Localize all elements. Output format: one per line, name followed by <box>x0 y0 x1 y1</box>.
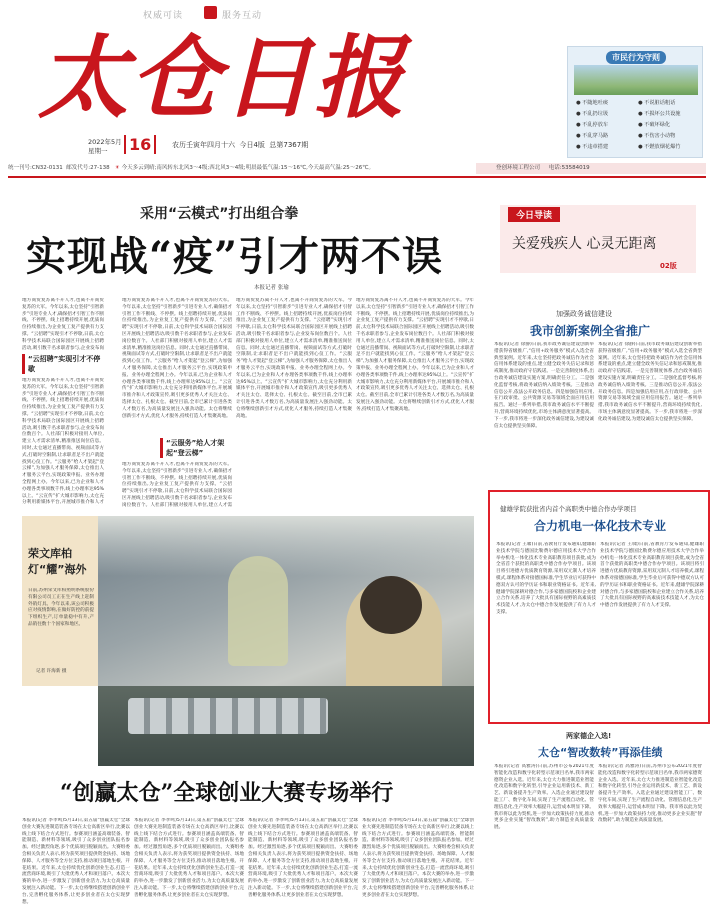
promo-item: ● 不随地吐痰 <box>576 100 609 106</box>
weather-text: 今天多云到晴;南风转东北风3～4级;西北风3～4级;明晨最低气温:15～16℃,今天最高气温:25～26℃。 <box>121 165 374 171</box>
photo-parts <box>128 698 328 734</box>
lead-kicker: 采用“云模式”打出组合拳 <box>140 206 299 222</box>
banner-logo-icon <box>204 6 217 19</box>
right2-body-col1: 本报讯(记者 王啸)日前,省教育厅发布通知,健雄职业技术学院与德国比勒费尔德应用技术大学合作举办机电一体化技术专业高职教育项目获批,成为全省首个获批的高职类中德合作办学项目。该项目将引进德方优质教育资源,采用双元制人才培养模式,课程体系对接德国标准,学生毕业后可获得中德双方认可的学历证书和职业资格证书。近年来,健雄学院深耕对德合作,与多家德国院校和企业建立合作关系,培养了大批具有国际视野的高素质技术技能人才,为太仓中德合作发展提供了有力人才支撑。 <box>496 542 596 615</box>
promo-item: ● 不说脏话粗话 <box>638 100 676 106</box>
lead-body-col2: 地方商贸复苏离不开人才,也离不开商贸复苏的大军。今年以来,太仓坚持“引智新步”引进专业人才,确保招才引智工作不断线、不停摆。线上招聘持续开展,优质岗位持续推出,为企业复工复产提供有力支撑。“云招聘”实现引才不停歇,日前,太仓科学技术局联合国际园区开展线上招聘活动,吸引数千名求职者参与,企业发布岗位数百个。人社部门积极对接用人单位,建立人才需求清单,精准推送岗位信息。同时,太仓通过直播带岗、视频面试等方式,打破时空限制,让求职者足不出户就能找到心仪工作。“云服务”给人才架起“登云梯”,为加强人才服务保障,太仓推出人才服务云平台,实现政策申报、业务办理全程网上办。今年以来,已为企业和人才办理各类事项数千件,线上办理率达95%以上。“云宣传”扩大城市影响力,太仓充分利用新媒体平台,开展城市推介和人才政策宣传,吸引更多优秀人才关注太仓、选择太仓、扎根太仓。截至目前,全市已累计引进各类人才数万名,为高质量发展注入强劲动能。太仓将继续创新引才方式,优化人才服务,持续打造人才集聚高地。 <box>122 298 232 419</box>
masthead <box>0 0 714 178</box>
promo-item: ● 不损坏公共设施 <box>638 111 681 117</box>
promo-item: ● 不乱扔垃圾 <box>576 111 609 117</box>
banner-left: 权威可读 <box>143 11 184 21</box>
partner-box: 登创环境工程公司 电话:53584019 <box>476 163 706 174</box>
postal-code: 邮发代号:27-138 <box>66 165 110 171</box>
caption-box <box>22 516 98 686</box>
factory-photo <box>98 516 474 766</box>
lead-subhead-1: “云招聘”实现引才不停歇 <box>22 354 104 374</box>
bottom-body-col2: 本报讯(记者 李孝鸣)5月13日,第五届“创赢太仓”全球创业大赛先进制造装备专场在太仓高新区举行,比赛以线上线下结合方式进行。参赛项目涵盖高端装备、智能制造、新材料等领域,吸引了众多创业团队报名参加。经过激烈角逐,多个优质项目脱颖而出。大赛组委会相关负责人表示,将为获奖项目提供资金扶持、场地保障、人才服务等全方位支持,推动项目落地生根、开花结果。近年来,太仓持续优化创新创业生态,打造一流营商环境,吸引了大批优秀人才和项目落户。本次大赛的举办,进一步激发了创新创业活力,为太仓高质量发展注入新动能。下一步,太仓将继续搭建创新创业平台,完善孵化服务体系,让更多创业者在太仓实现梦想。 <box>134 818 244 898</box>
right1-kicker: 加强政务诚信建设 <box>556 310 612 318</box>
issue-info: 农历壬寅年四月十六 今日4版 总第7367期 <box>172 141 309 149</box>
right1-body-col2: 本报讯(记者 徐静)日前,我市政务诚信建设创新举措获得省级推广,“信用+政务服务”模式入选全省典型案例。近年来,太仓坚持把政务诚信作为社会信用体系建设的重点,建立健全政务失信记录和惩戒制度,推动政府守信践诺。一是完善制度体系,出台政务诚信建设实施方案,明确责任分工。二是强化监督考核,将政务诚信纳入绩效考核。三是推动信息公开,依法公开政务信息。四是加强信用应用,在行政审批、公共资源交易等领域全面应用信用报告。通过一系列举措,我市政务诚信水平不断提升,营商环境持续优化,市场主体满意度显著提高。下一步,我市将进一步深化政务诚信建设,为建设诚信太仓提供坚实保障。 <box>598 342 702 422</box>
lead-subhead-2: “云服务”给人才架起“登云梯” <box>160 438 232 458</box>
lead-byline: 本报记者 张瑜 <box>254 285 289 291</box>
right1-body-col1: 本报讯(记者 徐静)日前,我市政务诚信建设创新举措获得省级推广,“信用+政务服务”模式入选全省典型案例。近年来,太仓坚持把政务诚信作为社会信用体系建设的重点,建立健全政务失信记录和惩戒制度,推动政府守信践诺。一是完善制度体系,出台政务诚信建设实施方案,明确责任分工。二是强化监督考核,将政务诚信纳入绩效考核。三是推动信息公开,依法公开政务信息。四是加强信用应用,在行政审批、公共资源交易等领域全面应用信用报告。通过一系列举措,我市政务诚信水平不断提升,营商环境持续优化,市场主体满意度显著提高。下一步,我市将进一步深化政务诚信建设,为建设诚信太仓提供坚实保障。 <box>494 342 594 429</box>
promo-photo <box>574 65 698 95</box>
bottom-body-col1: 本报讯(记者 李孝鸣)5月13日,第五届“创赢太仓”全球创业大赛先进制造装备专场在太仓高新区举行,比赛以线上线下结合方式进行。参赛项目涵盖高端装备、智能制造、新材料等领域,吸引了众多创业团队报名参加。经过激烈角逐,多个优质项目脱颖而出。大赛组委会相关负责人表示,将为获奖项目提供资金扶持、场地保障、人才服务等全方位支持,推动项目落地生根、开花结果。近年来,太仓持续优化创新创业生态,打造一流营商环境,吸引了大批优秀人才和项目落户。本次大赛的举办,进一步激发了创新创业活力,为太仓高质量发展注入新动能。下一步,太仓将继续搭建创新创业平台,完善孵化服务体系,让更多创业者在太仓实现梦想。 <box>22 818 130 905</box>
promo-item: ● 不燃放烟花爆竹 <box>638 144 681 150</box>
caption-title: 荣文库柏灯“耀”海外 <box>28 547 87 576</box>
right3-headline: 太仓“智改数转”再添佳绩 <box>538 746 663 759</box>
info-bar <box>8 163 706 174</box>
bottom-body-col4: 本报讯(记者 李孝鸣)5月13日,第五届“创赢太仓”全球创业大赛先进制造装备专场在太仓高新区举行,比赛以线上线下结合方式进行。参赛项目涵盖高端装备、智能制造、新材料等领域,吸引了众多创业团队报名参加。经过激烈角逐,多个优质项目脱颖而出。大赛组委会相关负责人表示,将为获奖项目提供资金扶持、场地保障、人才服务等全方位支持,推动项目落地生根、开花结果。近年来,太仓持续优化创新创业生态,打造一流营商环境,吸引了大批优秀人才和项目落户。本次大赛的举办,进一步激发了创新创业活力,为太仓高质量发展注入新动能。下一步,太仓将继续搭建创新创业平台,完善孵化服务体系,让更多创业者在太仓实现梦想。 <box>362 818 474 898</box>
weather-icon: ☀ <box>114 165 120 171</box>
masthead-title: 太仓日报 <box>38 25 406 131</box>
promo-item: ● 不破坏绿化 <box>638 122 671 128</box>
bottom-headline: “创赢太仓”全球创业大赛专场举行 <box>60 780 394 806</box>
caption-body: 日前,苏州荣文库柏照明系统股份有限公司员工正在生产线上赶制外销灯具。今年以来,该公司积极应对疫情影响,在做好防控的前提下组织生产,订单量稳中有升,产品销往数十个国家和地区。 <box>28 588 94 627</box>
promo-item: ● 不乱穿马路 <box>576 133 609 139</box>
right1-headline: 我市创新案例全省推广 <box>530 324 651 338</box>
right3-kicker: 两家德企入选! <box>566 732 612 740</box>
promo-item: ● 不乱停放车 <box>576 122 609 128</box>
today-title: 关爱残疾人 心灵无距离 <box>512 236 657 252</box>
photo-lights <box>98 516 474 576</box>
banner-right: 服务互动 <box>222 11 263 21</box>
right2-headline: 合力机电一体化技术专业 <box>534 519 667 533</box>
promo-item: ● 不违章搭建 <box>576 144 609 150</box>
lead-headline: 实现战“疫”引才两不误 <box>26 233 444 280</box>
publication-code: 统一刊号:CN32-0131 <box>8 165 63 171</box>
today-box <box>500 205 696 273</box>
right3-body-col1: 本报讯(记者 高雅涛)日前,苏州市公布2021年度智能化改造和数字化转型示范项目名单,我市两家德资企业入选。近年来,太仓大力推进制造业智能化改造和数字化转型,引导企业运用新技术、新工艺、新设备提升生产效率。入选企业通过建设智能工厂、数字化车间,实现了生产流程自动化、管理信息化,生产效率大幅提升,运营成本明显下降。我市将以此为契机,进一步加大政策扶持力度,推动更多企业实施“智改数转”,助力制造业高质量发展。 <box>494 764 594 831</box>
today-page: 02版 <box>660 262 677 270</box>
bottom-body-col3: 本报讯(记者 李孝鸣)5月13日,第五届“创赢太仓”全球创业大赛先进制造装备专场在太仓高新区举行,比赛以线上线下结合方式进行。参赛项目涵盖高端装备、智能制造、新材料等领域,吸引了众多创业团队报名参加。经过激烈角逐,多个优质项目脱颖而出。大赛组委会相关负责人表示,将为获奖项目提供资金扶持、场地保障、人才服务等全方位支持,推动项目落地生根、开花结果。近年来,太仓持续优化创新创业生态,打造一流营商环境,吸引了大批优秀人才和项目落户。本次大赛的举办,进一步激发了创新创业活力,为太仓高质量发展注入新动能。下一步,太仓将继续搭建创新创业平台,完善孵化服务体系,让更多创业者在太仓实现梦想。 <box>248 818 358 898</box>
right2-box <box>488 490 710 724</box>
caption-credit: 记者 许海新 摄 <box>36 669 67 674</box>
page-number: 16 <box>124 135 156 154</box>
promo-box <box>567 46 703 158</box>
lead-body-col1b: 地方商贸复苏离不开人才,也离不开商贸复苏的大军。今年以来,太仓坚持“引智新步”引进专业人才,确保招才引智工作不断线、不停摆。线上招聘持续开展,优质岗位持续推出,为企业复工复产提供有力支撑。“云招聘”实现引才不停歇,日前,太仓科学技术局联合国际园区开展线上招聘活动,吸引数千名求职者参与,企业发布岗位数百个。人社部门积极对接用人单位,建立人才需求清单,精准推送岗位信息。同时,太仓通过直播带岗、视频面试等方式,打破时空限制,让求职者足不出户就能找到心仪工作。“云服务”给人才架起“登云梯”,为加强人才服务保障,太仓推出人才服务云平台,实现政策申报、业务办理全程网上办。今年以来,已为企业和人才办理各类事项数千件,线上办理率达95%以上。“云宣传”扩大城市影响力,太仓充分利用新媒体平台,开展城市推介和人才 <box>22 378 104 506</box>
lead-body-col2b: 地方商贸复苏离不开人才,也离不开商贸复苏的大军。今年以来,太仓坚持“引智新步”引进专业人才,确保招才引智工作不断线、不停摆。线上招聘持续开展,优质岗位持续推出,为企业复工复产提供有力支撑。“云招聘”实现引才不停歇,日前,太仓科学技术局联合国际园区开展线上招聘活动,吸引数千名求职者参与,企业发布岗位数百个。人社部门积极对接用人单位,建立人才需 <box>122 462 232 508</box>
promo-header: 市民行为守则 <box>606 51 666 64</box>
photo-worker-back <box>228 556 288 666</box>
lead-body-col4: 地方商贸复苏离不开人才,也离不开商贸复苏的大军。今年以来,太仓坚持“引智新步”引进专业人才,确保招才引智工作不断线、不停摆。线上招聘持续开展,优质岗位持续推出,为企业复工复产提供有力支撑。“云招聘”实现引才不停歇,日前,太仓科学技术局联合国际园区开展线上招聘活动,吸引数千名求职者参与,企业发布岗位数百个。人社部门积极对接用人单位,建立人才需求清单,精准推送岗位信息。同时,太仓通过直播带岗、视频面试等方式,打破时空限制,让求职者足不出户就能找到心仪工作。“云服务”给人才架起“登云梯”,为加强人才服务保障,太仓推出人才服务云平台,实现政策申报、业务办理全程网上办。今年以来,已为企业和人才办理各类事项数千件,线上办理率达95%以上。“云宣传”扩大城市影响力,太仓充分利用新媒体平台,开展城市推介和人才政策宣传,吸引更多优秀人才关注太仓、选择太仓、扎根太仓。截至目前,全市已累计引进各类人才数万名,为高质量发展注入强劲动能。太仓将继续创新引才方式,优化人才服务,持续打造人才集聚高地。 <box>356 298 474 412</box>
today-label: 今日导读 <box>508 207 560 222</box>
right2-kicker: 健雄学院获批省内首个高职类中德合作办学项目 <box>500 505 637 513</box>
lead-body-col1: 地方商贸复苏离不开人才,也离不开商贸复苏的大军。今年以来,太仓坚持“引智新步”引进专业人才,确保招才引智工作不断线、不停摆。线上招聘持续开展,优质岗位持续推出,为企业复工复产提供有力支撑。“云招聘”实现引才不停歇,日前,太仓科学技术局联合国际园区开展线上招聘活动,吸引数千名求职者参与,企业发布岗 <box>22 298 104 350</box>
right3-body-col2: 本报讯(记者 高雅涛)日前,苏州市公布2021年度智能化改造和数字化转型示范项目名单,我市两家德资企业入选。近年来,太仓大力推进制造业智能化改造和数字化转型,引导企业运用新技术、新工艺、新设备提升生产效率。入选企业通过建设智能工厂、数字化车间,实现了生产流程自动化、管理信息化,生产效率大幅提升,运营成本明显下降。我市将以此为契机,进一步加大政策扶持力度,推动更多企业实施“智改数转”,助力制造业高质量发展。 <box>598 764 702 824</box>
issue-date: 2022年5月 星期一 <box>88 138 122 155</box>
top-rule <box>8 176 706 178</box>
promo-item: ● 不伤害小动物 <box>638 133 676 139</box>
photo-worker-hair <box>360 576 422 634</box>
right2-body-col2: 本报讯(记者 王啸)日前,省教育厅发布通知,健雄职业技术学院与德国比勒费尔德应用技术大学合作举办机电一体化技术专业高职教育项目获批,成为全省首个获批的高职类中德合作办学项目。该项目将引进德方优质教育资源,采用双元制人才培养模式,课程体系对接德国标准,学生毕业后可获得中德双方认可的学历证书和职业资格证书。近年来,健雄学院深耕对德合作,与多家德国院校和企业建立合作关系,培养了大批具有国际视野的高素质技术技能人才,为太仓中德合作发展提供了有力人才支撑。 <box>600 542 704 609</box>
lead-body-col3: 地方商贸复苏离不开人才,也离不开商贸复苏的大军。今年以来,太仓坚持“引智新步”引进专业人才,确保招才引智工作不断线、不停摆。线上招聘持续开展,优质岗位持续推出,为企业复工复产提供有力支撑。“云招聘”实现引才不停歇,日前,太仓科学技术局联合国际园区开展线上招聘活动,吸引数千名求职者参与,企业发布岗位数百个。人社部门积极对接用人单位,建立人才需求清单,精准推送岗位信息。同时,太仓通过直播带岗、视频面试等方式,打破时空限制,让求职者足不出户就能找到心仪工作。“云服务”给人才架起“登云梯”,为加强人才服务保障,太仓推出人才服务云平台,实现政策申报、业务办理全程网上办。今年以来,已为企业和人才办理各类事项数千件,线上办理率达95%以上。“云宣传”扩大城市影响力,太仓充分利用新媒体平台,开展城市推介和人才政策宣传,吸引更多优秀人才关注太仓、选择太仓、扎根太仓。截至目前,全市已累计引进各类人才数万名,为高质量发展注入强劲动能。太仓将继续创新引才方式,优化人才服务,持续打造人才集聚高地。 <box>236 298 352 419</box>
